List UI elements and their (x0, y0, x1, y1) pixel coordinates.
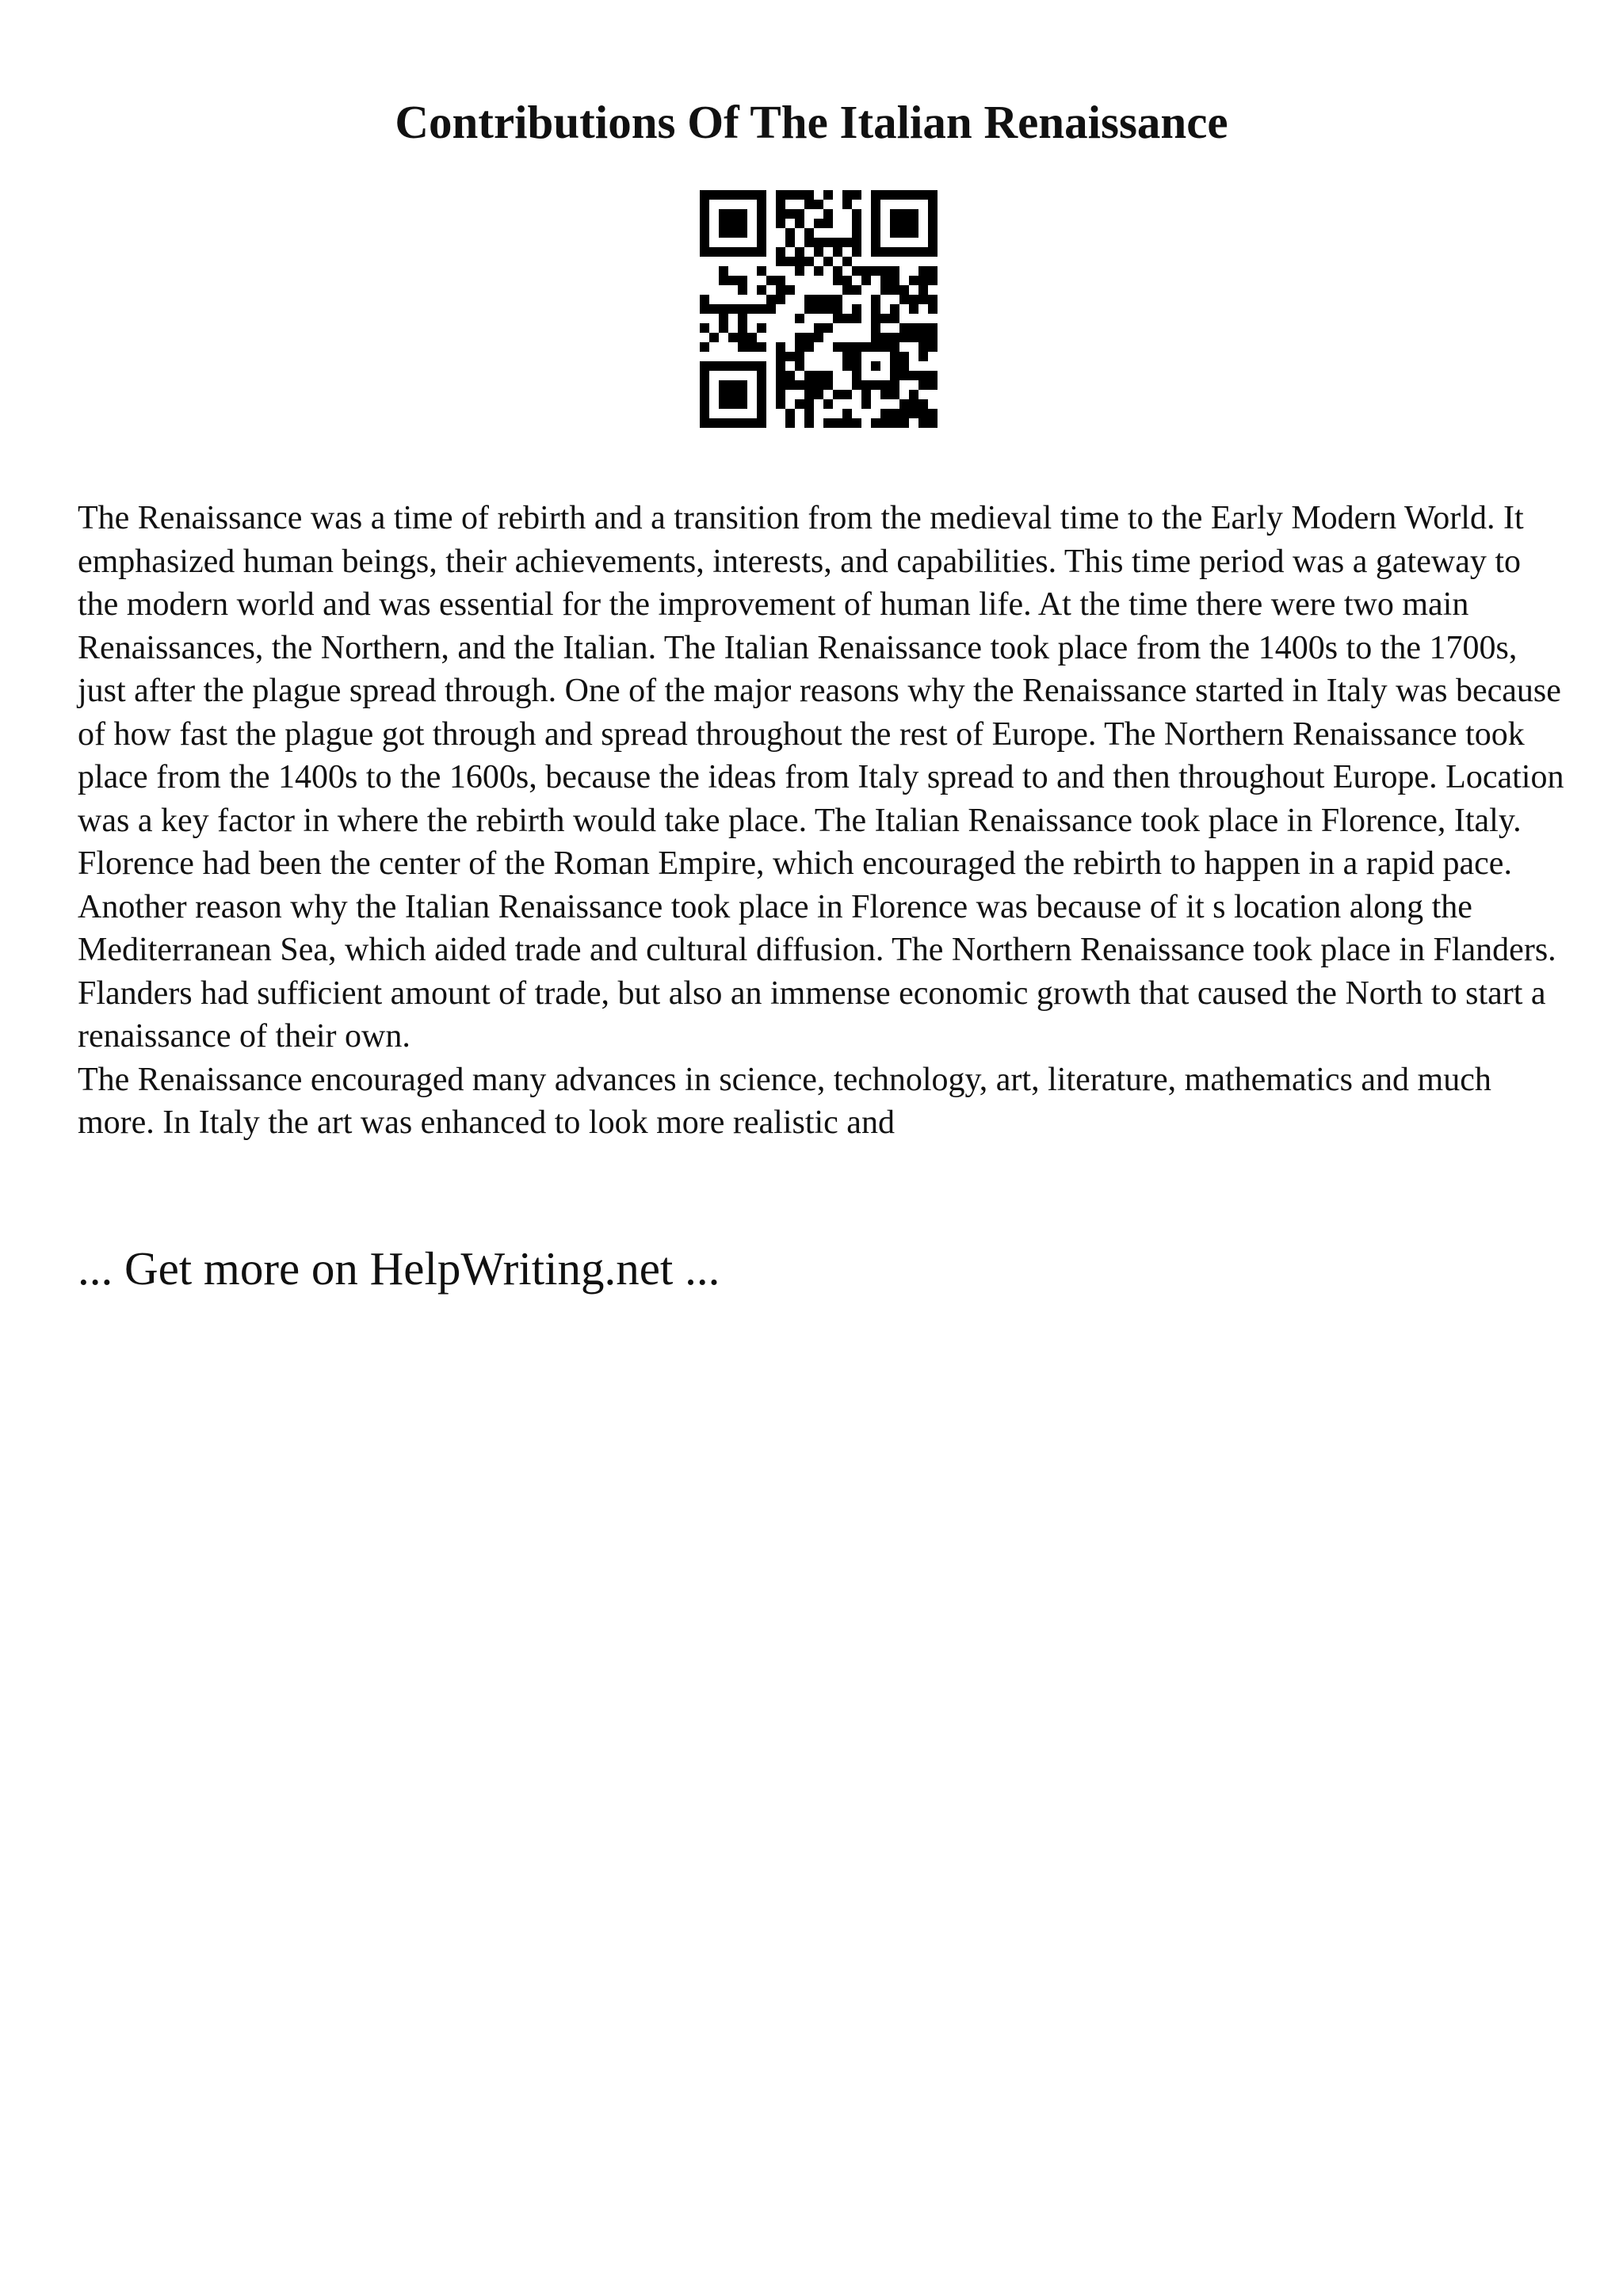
body-paragraph: The Renaissance was a time of rebirth and a transition from the medieval time to the Early Modern World. It emphasized human beings, their achievements, interests, and capabilities. This time period was a gateway to the modern world and was essential for the improvement of human life. At the time there were two main Renaissances, the Northern, and the Italian. The Italian Renaissance took place from the 1400s to the 1700s, just after the plague spread through. One of the major reasons why the Renaissance started in Italy was because of how fast the plague got through and spread throughout the rest of Europe. The Northern Renaissance took place from the 1400s to the 1600s, because the ideas from Italy spread to and then throughout Europe. Location was a key factor in where the rebirth would take place. The Italian Renaissance took place in Florence, Italy. Florence had been the center of the Roman Empire, which encouraged the rebirth to happen in a rapid pace. Another reason why the Italian Renaissance took place in Florence was because of it s location along the Mediterranean Sea, which aided trade and cultural diffusion. The Northern Renaissance took place in Flanders. Flanders had sufficient amount of trade, but also an immense economic growth that caused the North to start a renaissance of their own. (78, 500, 1564, 1055)
article-body (78, 497, 1568, 1145)
get-more-link[interactable]: ... Get more on HelpWriting.net ... (78, 1242, 720, 1295)
page-title: Contributions Of The Italian Renaissance (395, 96, 1228, 148)
body-paragraph: The Renaissance encouraged many advances in science, technology, art, literature, mathematics and much more. In Italy the art was enhanced to look more realistic and (78, 1061, 1491, 1141)
qr-code-icon[interactable] (700, 190, 938, 428)
